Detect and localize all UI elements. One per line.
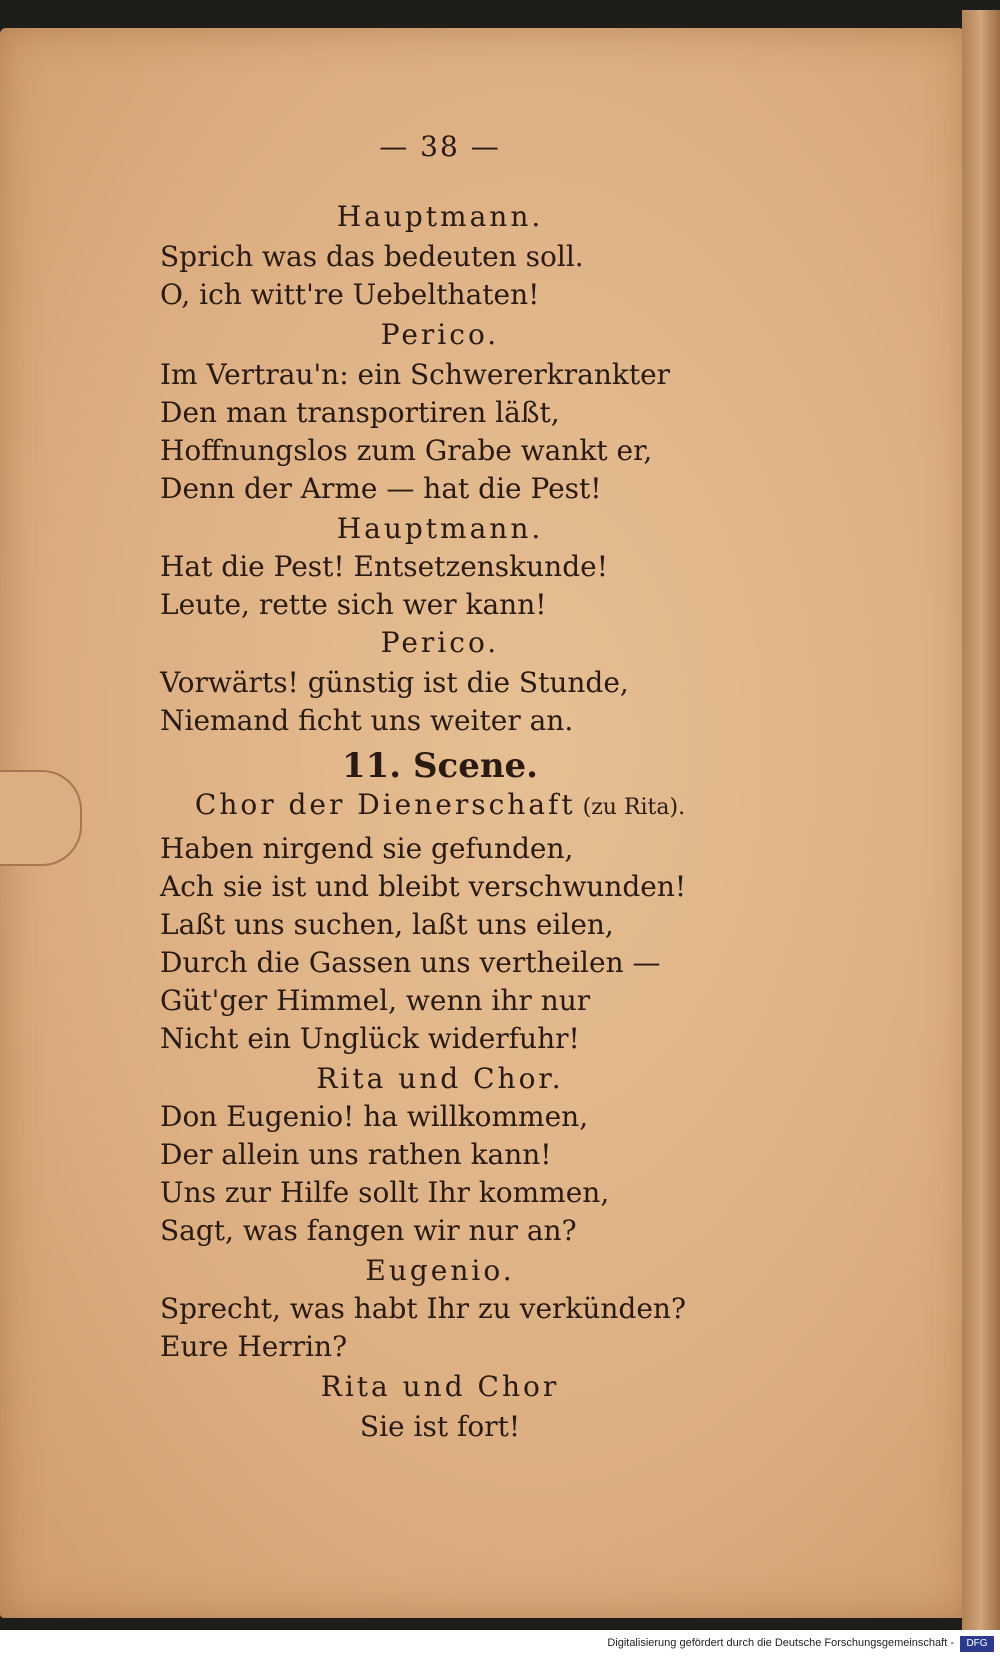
verse-line: Sprecht, was habt Ihr zu verkünden? [160, 1292, 686, 1325]
speaker-label: Rita und Chor [320, 1370, 560, 1403]
speaker-label: Chor der Dienerschaft [194, 788, 576, 821]
book-spine-edge [962, 10, 1000, 1630]
verse-line: Der allein uns rathen kann! [160, 1138, 552, 1171]
speaker-name [160, 788, 720, 821]
verse-line: Don Eugenio! ha willkommen, [160, 1100, 589, 1133]
verse-line: Haben nirgend sie gefunden, [160, 832, 574, 865]
speaker-label: Rita und Chor. [316, 1062, 564, 1095]
verse-line: Vorwärts! günstig ist die Stunde, [160, 666, 629, 699]
verse-line: Eure Herrin? [160, 1330, 348, 1363]
verse-line: Sprich was das bedeuten soll. [160, 240, 584, 273]
verse-line: Güt'ger Himmel, wenn ihr nur [160, 984, 591, 1017]
verse-line: Nicht ein Unglück widerfuhr! [160, 1022, 580, 1055]
page-number: — 38 — [379, 130, 501, 163]
scene-heading: 11. Scene. [341, 746, 539, 786]
page-tab-marker [0, 770, 82, 866]
speaker-label: Perico. [380, 318, 500, 351]
verse-line: Durch die Gassen uns vertheilen — [160, 946, 661, 979]
speaker-name [160, 318, 720, 351]
speaker-label: Eugenio. [365, 1254, 515, 1287]
verse-line: Sie ist fort! [359, 1410, 521, 1443]
verse-line: Ach sie ist und bleibt verschwunden! [160, 870, 687, 903]
speaker-label: Hauptmann. [336, 200, 544, 233]
verse-line: Denn der Arme — hat die Pest! [160, 472, 602, 505]
verse-line: Sagt, was fangen wir nur an? [160, 1214, 577, 1247]
speaker-name [160, 626, 720, 659]
verse-line: Im Vertrau'n: ein Schwererkrankter [160, 358, 671, 391]
verse-line: Leute, rette sich wer kann! [160, 588, 547, 621]
verse-line: Uns zur Hilfe sollt Ihr kommen, [160, 1176, 610, 1209]
speaker-label: Perico. [380, 626, 500, 659]
dfg-logo: DFG [960, 1636, 994, 1652]
verse-line: Niemand ficht uns weiter an. [160, 704, 574, 737]
verse-line: O, ich witt're Uebelthaten! [160, 278, 540, 311]
verse-line: Hat die Pest! Entsetzenskunde! [160, 550, 608, 583]
verse-line: Laßt uns suchen, laßt uns eilen, [160, 908, 614, 941]
speaker-name [160, 512, 720, 545]
speaker-label: Hauptmann. [336, 512, 544, 545]
verse-line: Hoffnungslos zum Grabe wankt er, [160, 434, 653, 467]
verse-line: Den man transportiren läßt, [160, 396, 560, 429]
digitization-credit: Digitalisierung gefördert durch die Deutsche Forschungsgemeinschaft - [607, 1637, 954, 1649]
speaker-name [160, 1370, 720, 1403]
speaker-name [160, 1254, 720, 1287]
stage-direction: (zu Rita). [575, 795, 686, 820]
speaker-name [160, 1062, 720, 1095]
speaker-name [160, 200, 720, 233]
